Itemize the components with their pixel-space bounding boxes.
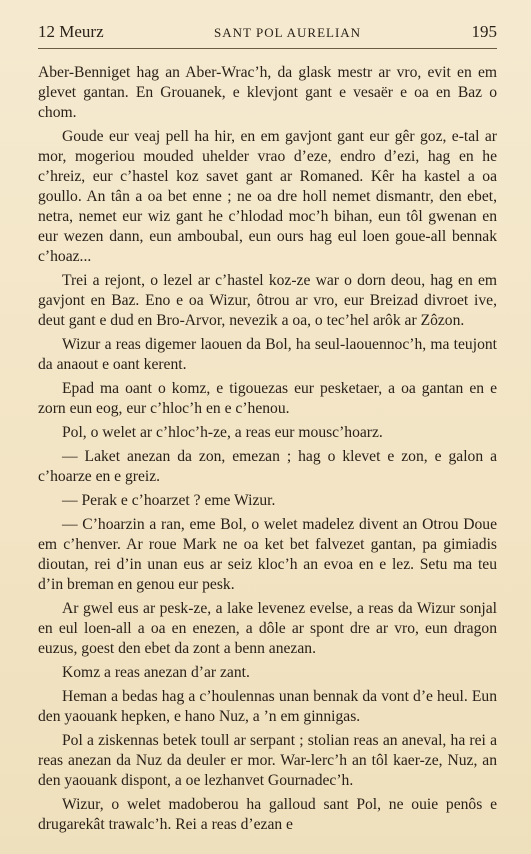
paragraph: — Laket anezan da zon, emezan ; hag o klevet e zon, e galon a c’hoarze en e greiz. xyxy=(38,448,497,485)
paragraph: — C’hoarzin a ran, eme Bol, o welet madelez divent an Otrou Doue em c’henver. Ar roue Mark ne oa ket bet falvezet gantan, pa gimiadis dioutan, rei d’in unan eus ar seiz kloc’h an evoa en e lez. Setu ma teu d’in breman en genou eur pesk. xyxy=(38,516,497,593)
running-header xyxy=(38,22,497,49)
paragraph: Pol, o welet ar c’hloc’h-ze, a reas eur mousc’hoarz. xyxy=(62,424,383,441)
paragraph: — Perak e c’hoarzet ? eme Wizur. xyxy=(62,492,276,509)
body-text xyxy=(38,63,497,835)
paragraph: Heman a bedas hag a c’houlennas unan bennak da vont d’e heul. Eun den yaouank hepken, e hano Nuz, a ’n em ginnigas. xyxy=(38,688,497,725)
header-title: SANT POL AURELIAN xyxy=(214,25,362,40)
paragraph: Goude eur veaj pell ha hir, en em gavjont gant eur gêr goz, e-tal ar mor, mogeriou mouded uhelder vrao d’eze, endro d’ezi, hag en he c’hreiz, eur c’hastel koz savet gant ar Romaned. Kêr ha kastel a oa goullo. An tân a oa bet enne ; ne oa dre holl nemet dismantr, den ebet, netra, nemet eur wiz gant he c’hlodad moc’h bihan, eun tôl gwenan en eur wezen dann, eun amboubal, eun ours hag eul loen goue-all bennak c’hoaz... xyxy=(38,128,497,265)
paragraph: Wizur a reas digemer laouen da Bol, ha seul-laouennoc’h, ma teujont da anaout e oant kerent. xyxy=(38,336,497,373)
paragraph: Wizur, o welet madoberou ha galloud sant Pol, ne ouie penôs e drugarekât trawalc’h. Rei a reas d’ezan e xyxy=(38,796,497,833)
paragraph: Ar gwel eus ar pesk-ze, a lake levenez evelse, a reas da Wizur sonjal en eul loen-all a oa en enezen, a dôle ar spont dre ar vro, eun dragon euzus, goest den ebet da zont a benn anezan. xyxy=(38,600,497,657)
page-number: 195 xyxy=(471,22,497,41)
paragraph: Trei a rejont, o lezel ar c’hastel koz-ze war o dorn deou, hag en em gavjont en Baz. Eno e oa Wizur, ôtrou ar vro, eur Breizad divroet ive, deut gant e dud en Bro-Arvor, nevezik a oa, o tec’hel arôk ar Zôzon. xyxy=(38,272,497,329)
paragraph: Epad ma oant o komz, e tigouezas eur pesketaer, a oa gantan en e zorn eun eog, eur c’hloc’h en e c’henou. xyxy=(38,380,497,417)
paragraph: Pol a ziskennas betek toull ar serpant ; stolian reas an aneval, ha rei a reas anezan da Nuz da deuler er mor. War-lerc’h an tôl kaer-ze, Nuz, an den yaouank dispont, a oe lezhanvet Gournadec’h. xyxy=(38,732,497,789)
header-date: 12 Meurz xyxy=(38,22,104,41)
paragraph: Komz a reas anezan d’ar zant. xyxy=(62,664,250,681)
paragraph: Aber-Benniget hag an Aber-Wrac’h, da glask mestr ar vro, evit en em glevet gantan. En Grouanek, e klevjont gant e vesaër e oa en Baz o chom. xyxy=(38,64,497,121)
